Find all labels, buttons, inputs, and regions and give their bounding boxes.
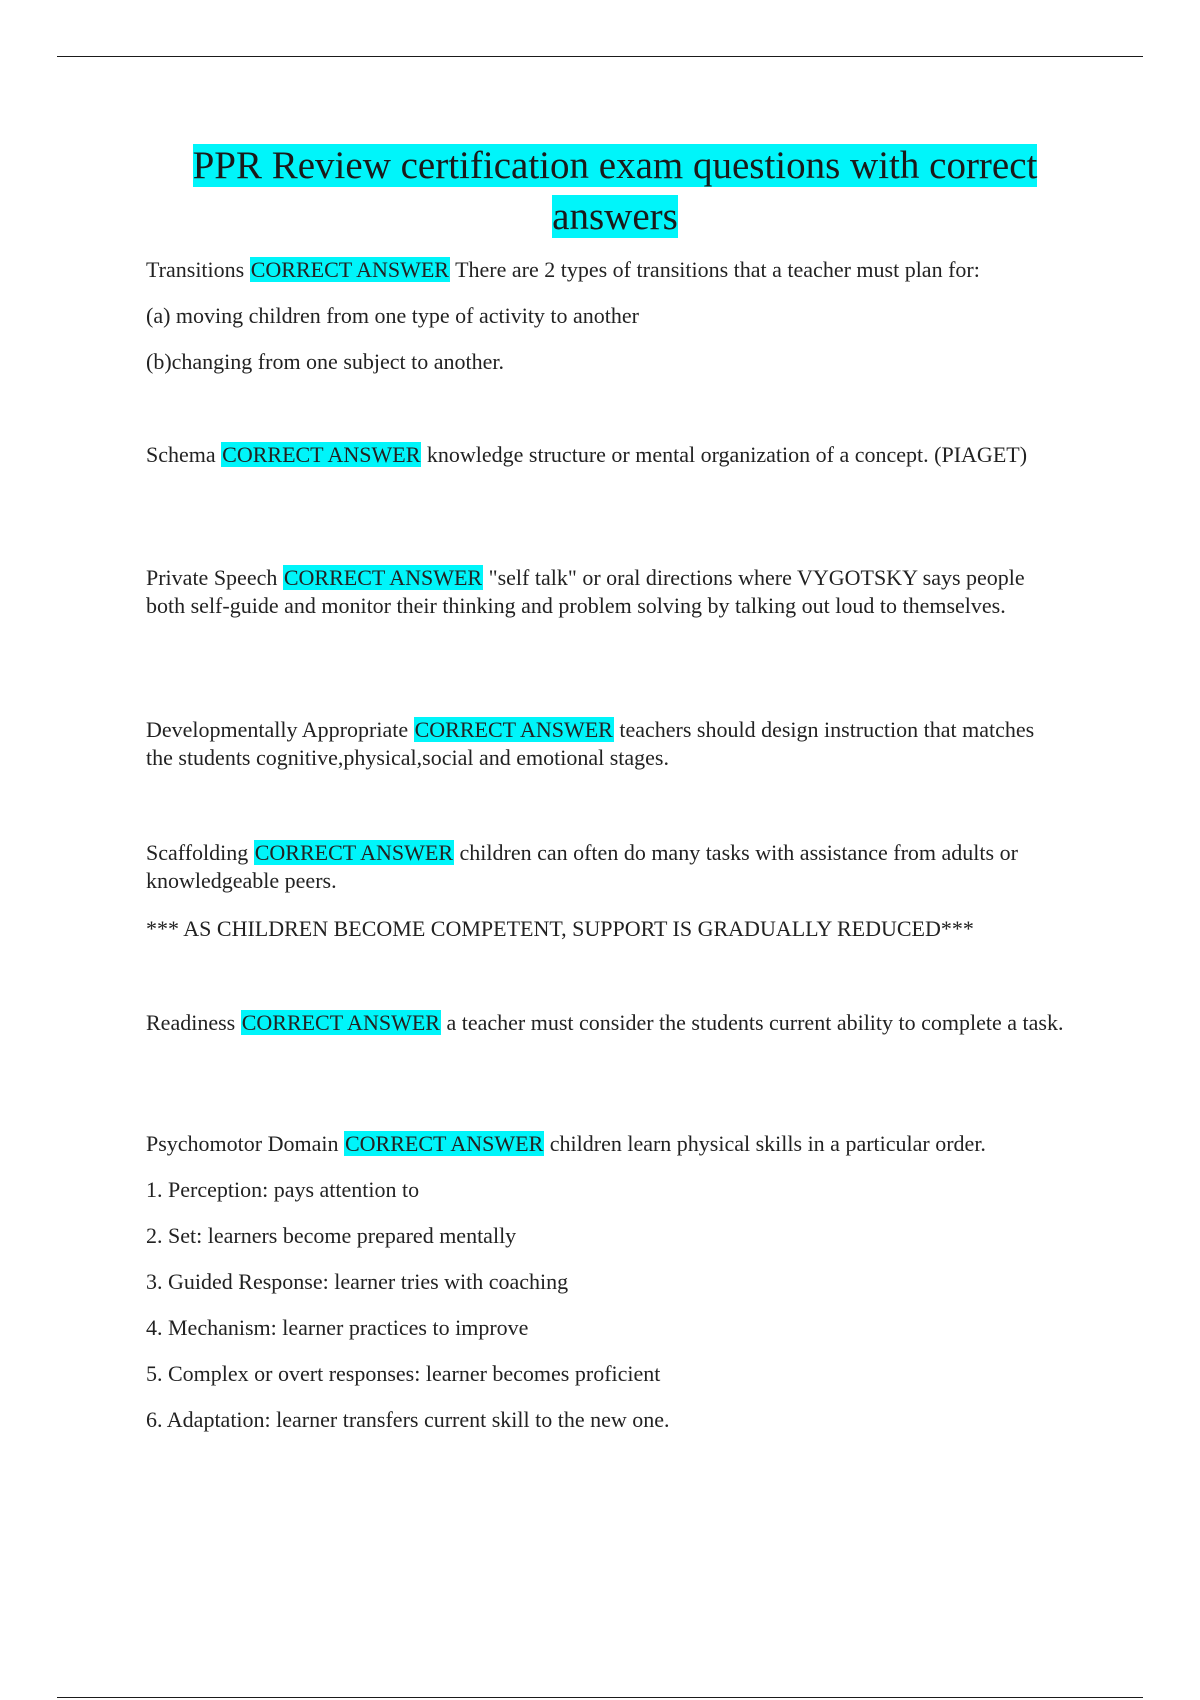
entry-private-speech: [146, 564, 1066, 620]
entry-line: [146, 1130, 1096, 1158]
entry-extra-line: (b)changing from one subject to another.: [146, 349, 505, 374]
entry-definition: There are 2 types of transitions that a teacher must plan for:: [455, 257, 980, 282]
correct-answer-marker: CORRECT ANSWER: [345, 1131, 544, 1156]
entry-definition: knowledge structure or mental organization of a concept. (PIAGET): [426, 442, 1028, 467]
entry-extra-line: *** AS CHILDREN BECOME COMPETENT, SUPPORT IS GRADUALLY REDUCED***: [146, 916, 974, 941]
list-item: 3. Guided Response: learner tries with coaching: [146, 1269, 569, 1294]
entry-term: Private Speech: [146, 565, 278, 590]
entry-line: [146, 839, 1096, 895]
entry-term: Scaffolding: [146, 840, 249, 865]
top-rule: [57, 56, 1143, 57]
entry-definition: a teacher must consider the students current ability to complete a task.: [446, 1010, 1064, 1035]
list-item: 1. Perception: pays attention to: [146, 1177, 420, 1202]
entry-definition: teachers should design instruction that matches the students cognitive,physical,social and emotional stages.: [146, 717, 1035, 770]
title-highlight: PPR Review certification exam questions with correct answers: [192, 144, 1038, 238]
bottom-rule: [57, 1697, 1143, 1698]
list-item: 2. Set: learners become prepared mentally: [146, 1223, 517, 1248]
entry-term: Developmentally Appropriate: [146, 717, 409, 742]
entry-extra-line: (a) moving children from one type of activity to another: [146, 303, 640, 328]
entry-line: [146, 716, 1066, 772]
entry-term: Transitions: [146, 257, 245, 282]
entry-definition: children learn physical skills in a particular order.: [549, 1131, 986, 1156]
page-title: [140, 140, 1090, 242]
entry-line: [146, 564, 1066, 620]
correct-answer-marker: CORRECT ANSWER: [222, 442, 421, 467]
correct-answer-marker: CORRECT ANSWER: [283, 565, 483, 590]
correct-answer-marker: CORRECT ANSWER: [254, 840, 453, 865]
entry-term: Readiness: [146, 1010, 236, 1035]
entry-schema: [146, 441, 1096, 469]
entry-developmentally-appropriate: [146, 716, 1066, 772]
list-item: 4. Mechanism: learner practices to improve: [146, 1315, 529, 1340]
entry-scaffolding: [146, 839, 1096, 941]
correct-answer-marker: CORRECT ANSWER: [414, 717, 613, 742]
entry-definition: children can often do many tasks with assistance from adults or knowledgeable peers.: [146, 840, 1018, 893]
entry-readiness: [146, 1009, 1096, 1037]
list-item: 5. Complex or overt responses: learner becomes proficient: [146, 1361, 661, 1386]
correct-answer-marker: CORRECT ANSWER: [250, 257, 449, 282]
entry-term: Psychomotor Domain: [146, 1131, 339, 1156]
entry-definition: "self talk" or oral directions where VYGOTSKY says people both self-guide and monitor their thinking and problem solving by talking out loud to themselves.: [146, 565, 1025, 618]
entry-line: [146, 1009, 1096, 1037]
entry-psychomotor-domain: [146, 1130, 1096, 1432]
correct-answer-marker: CORRECT ANSWER: [241, 1010, 440, 1035]
entry-transitions: [146, 256, 980, 374]
entry-line: [146, 441, 1096, 469]
entry-term: Schema: [146, 442, 216, 467]
entry-line: [146, 256, 980, 284]
list-item: 6. Adaptation: learner transfers current skill to the new one.: [146, 1407, 670, 1432]
